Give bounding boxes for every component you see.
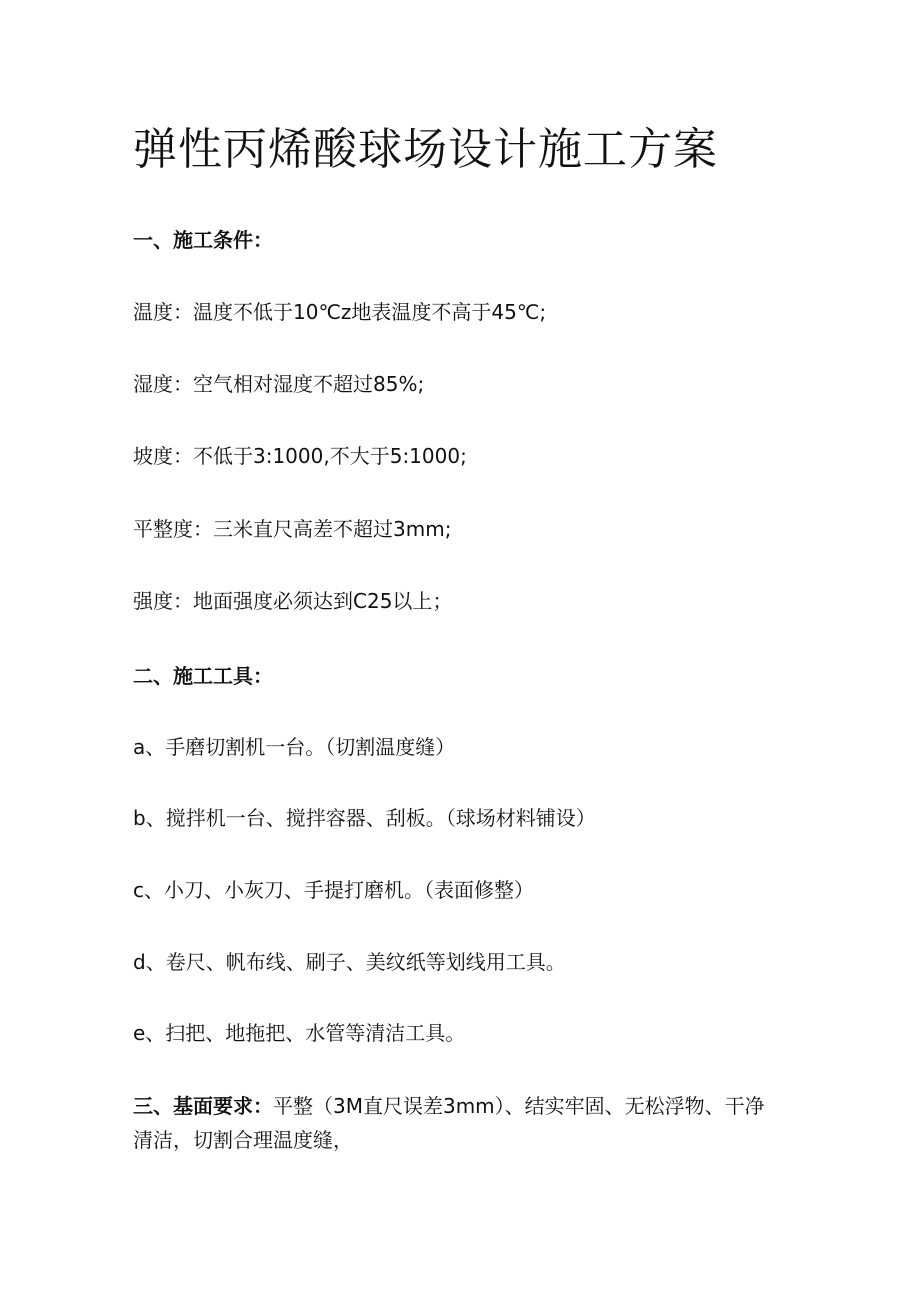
section-heading-tools: 二、施工工具： [133, 664, 273, 688]
tool-item-e: e、扫把、地拖把、水管等清洁工具。 [133, 1021, 466, 1045]
condition-flatness: 平整度：三米直尺高差不超过3mm; [133, 517, 452, 541]
document-title: 弹性丙烯酸球场设计施工方案 [133, 124, 718, 175]
base-requirements-paragraph [133, 1089, 783, 1157]
base-requirements-text: 平整（3M直尺误差3mm）、结实牢固、无松浮物、干净清洁，切割合理温度缝， [133, 1094, 765, 1152]
condition-humidity: 湿度：空气相对湿度不超过85%; [133, 372, 425, 396]
condition-slope: 坡度：不低于3:1000,不大于5:1000; [133, 444, 467, 468]
section-heading-base-requirements: 三、基面要求： [133, 1094, 273, 1118]
condition-strength: 强度：地面强度必须达到C25以上； [133, 589, 453, 613]
tool-item-d: d、卷尺、帆布线、刷子、美纹纸等划线用工具。 [133, 950, 566, 974]
section-heading-conditions: 一、施工条件： [133, 228, 273, 252]
tool-item-b: b、搅拌机一台、搅拌容器、刮板。（球场材料铺设） [133, 806, 596, 830]
tool-item-a: a、手磨切割机一台。（切割温度缝） [133, 735, 456, 759]
tool-item-c: c、小刀、小灰刀、手提打磨机。（表面修整） [133, 878, 534, 902]
condition-temperature: 温度：温度不低于10℃z地表温度不高于45℃; [133, 300, 547, 324]
